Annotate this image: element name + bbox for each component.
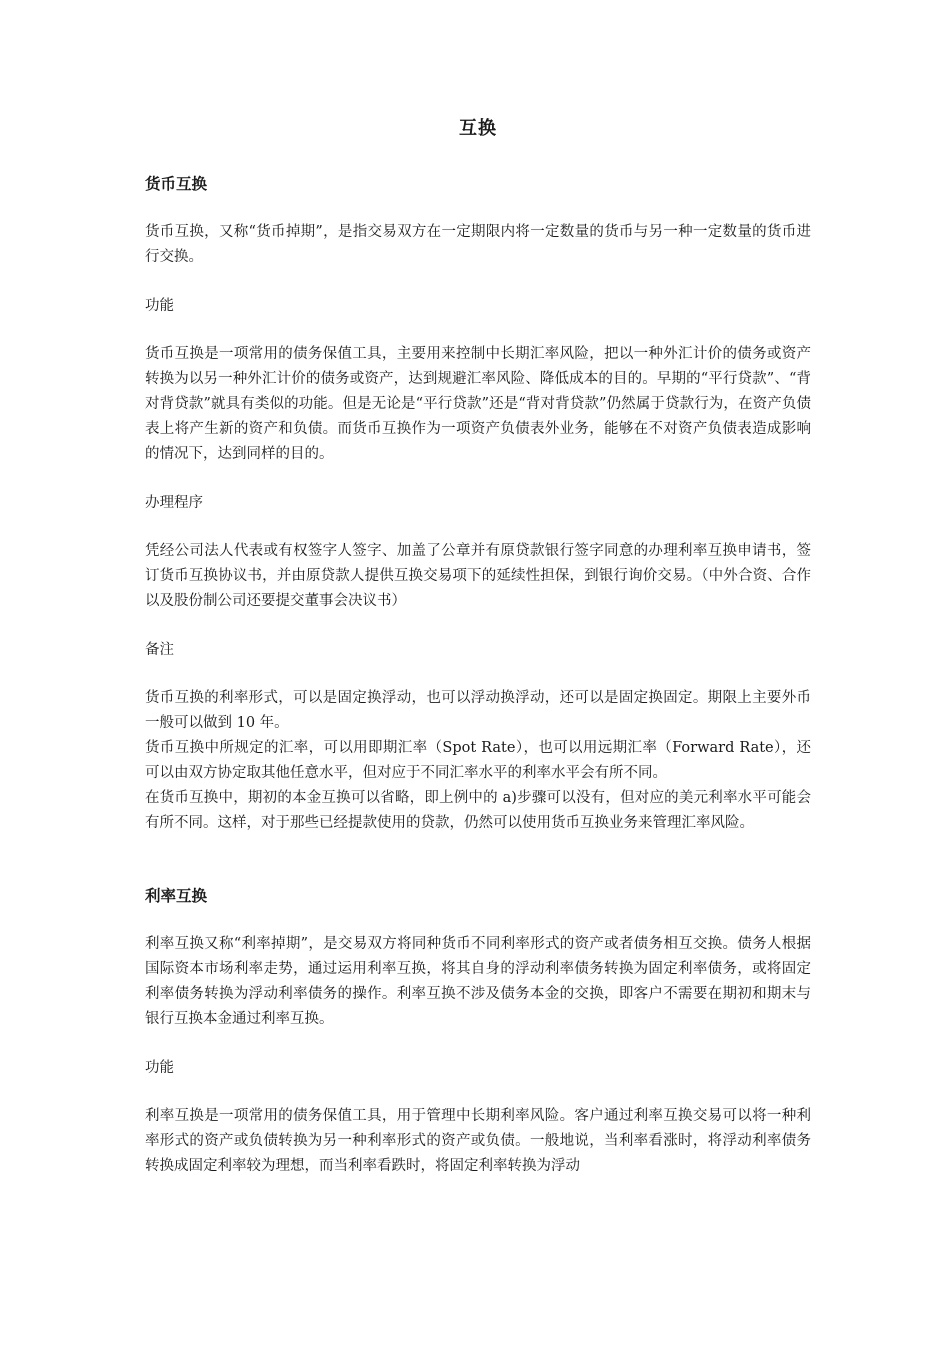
procedure-text: 凭经公司法人代表或有权签字人签字、加盖了公章并有原贷款银行签字同意的办理利率互换申请书，签订货币互换协议书，并由原贷款人提供互换交易项下的延续性担保，到银行询价交易。（中外合资、合作以及股份制公司还要提交董事会决议书）	[145, 543, 811, 609]
function-label: 功能	[145, 1060, 174, 1076]
section-interest-rate-swap	[145, 884, 811, 1179]
document-title: 互换	[459, 118, 497, 139]
section-intro: 利率互换又称“利率掉期”，是交易双方将同种货币不同利率形式的资产或者债务相互交换。债务人根据国际资本市场利率走势，通过运用利率互换，将其自身的浮动利率债务转换为固定利率债务，或将固定利率债务转换为浮动利率债务的操作。利率互换不涉及债务本金的交换，即客户不需要在期初和期末与银行互换本金通过利率互换。	[145, 936, 811, 1027]
function-text: 利率互换是一项常用的债务保值工具，用于管理中长期利率风险。客户通过利率互换交易可以将一种利率形式的资产或负债转换为另一种利率形式的资产或负债。一般地说，当利率看涨时，将浮动利率债务转换成固定利率较为理想，而当利率看跌时，将固定利率转换为浮动	[145, 1108, 811, 1174]
note-paragraph: 货币互换中所规定的汇率，可以用即期汇率（Spot Rate），也可以用远期汇率（Forward Rate），还可以由双方协定取其他任意水平，但对应于不同汇率水平的利率水平会有所不同。	[145, 740, 811, 781]
notes-label: 备注	[145, 642, 174, 658]
note-paragraph: 货币互换的利率形式，可以是固定换浮动，也可以浮动换浮动，还可以是固定换固定。期限上主要外币一般可以做到 10 年。	[145, 690, 811, 731]
section-intro: 货币互换，又称“货币掉期”，是指交易双方在一定期限内将一定数量的货币与另一种一定数量的货币进行交换。	[145, 224, 811, 265]
note-paragraph: 在货币互换中，期初的本金互换可以省略，即上例中的 a)步骤可以没有，但对应的美元利率水平可能会有所不同。这样，对于那些已经提款使用的贷款，仍然可以使用货币互换业务来管理汇率风险。	[145, 790, 811, 831]
document-content	[145, 116, 811, 1203]
function-text: 货币互换是一项常用的债务保值工具，主要用来控制中长期汇率风险，把以一种外汇计价的债务或资产转换为以另一种外汇计价的债务或资产，达到规避汇率风险、降低成本的目的。早期的“平行贷款”、“背对背贷款”就具有类似的功能。但是无论是“平行贷款”还是“背对背贷款”仍然属于贷款行为，在资产负债表上将产生新的资产和负债。而货币互换作为一项资产负债表外业务，能够在不对资产负债表造成影响的情况下，达到同样的目的。	[145, 346, 811, 462]
procedure-label: 办理程序	[145, 495, 203, 511]
section-heading: 货币互换	[145, 174, 208, 193]
function-label: 功能	[145, 298, 174, 314]
section-heading: 利率互换	[145, 886, 208, 905]
section-currency-swap	[145, 172, 811, 836]
